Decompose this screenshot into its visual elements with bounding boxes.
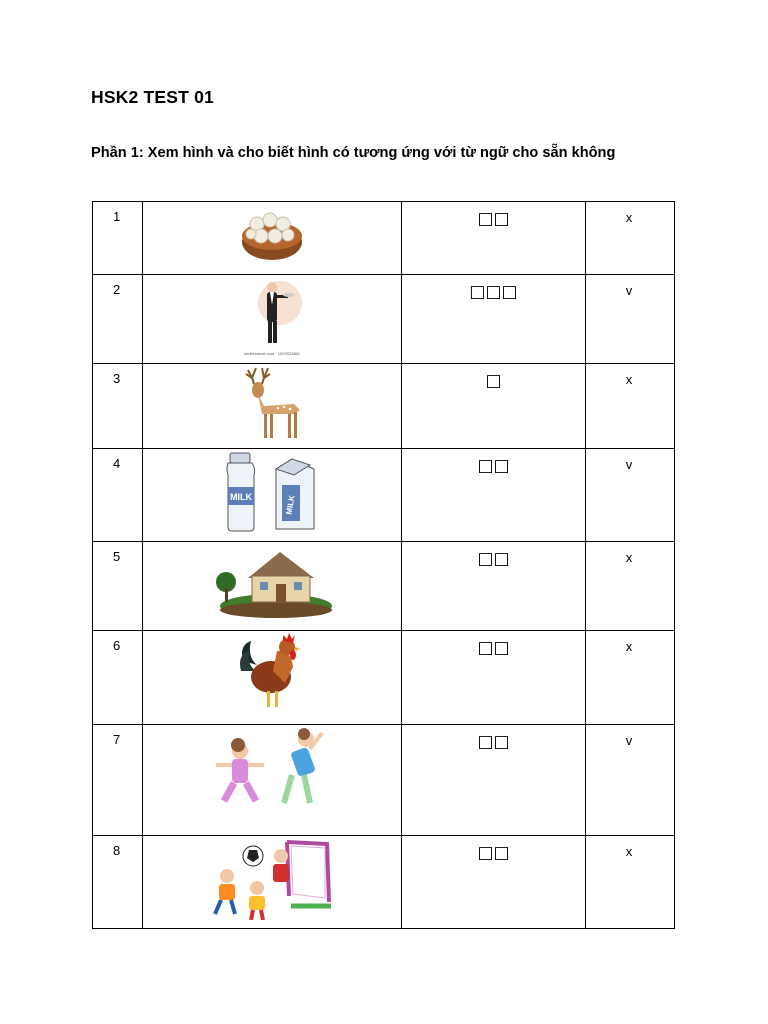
row-number: 2 — [93, 275, 143, 364]
table-row — [93, 364, 675, 449]
table-row — [93, 202, 675, 275]
chinese-word: □□ — [402, 631, 586, 725]
exercising-people-picture — [212, 725, 332, 815]
deer-picture — [234, 364, 310, 444]
table-row — [93, 275, 675, 364]
row-picture-cell — [143, 449, 402, 542]
answer-mark: x — [586, 631, 675, 725]
table-row — [93, 725, 675, 836]
document-title: HSK2 TEST 01 — [91, 87, 214, 107]
row-number: 5 — [93, 542, 143, 631]
waiter-picture — [234, 275, 310, 359]
carton-label: MILK — [284, 494, 297, 516]
answer-mark: v — [586, 725, 675, 836]
table-row — [93, 836, 675, 929]
table-row — [93, 631, 675, 725]
house-picture — [210, 542, 334, 622]
chinese-word: □□ — [402, 202, 586, 275]
kids-playing-soccer-picture — [207, 836, 337, 920]
row-picture-cell — [143, 542, 402, 631]
chinese-word: □□□ — [402, 275, 586, 364]
row-picture-cell — [143, 836, 402, 929]
exercise-table — [92, 201, 675, 929]
row-picture-cell — [143, 725, 402, 836]
rooster-picture — [237, 631, 307, 715]
answer-mark: v — [586, 449, 675, 542]
stock-watermark-text: shutterstock.com · 1007823861 — [243, 351, 301, 356]
table-row — [93, 542, 675, 631]
bottle-label: MILK — [230, 492, 252, 502]
steamed-buns-basket-picture — [237, 202, 307, 264]
chinese-word: □□ — [402, 725, 586, 836]
row-number: 1 — [93, 202, 143, 275]
chinese-word: □□ — [402, 449, 586, 542]
answer-mark: x — [586, 364, 675, 449]
row-number: 3 — [93, 364, 143, 449]
row-number: 6 — [93, 631, 143, 725]
answer-mark: x — [586, 542, 675, 631]
answer-mark: x — [586, 836, 675, 929]
section-heading: Phần 1: Xem hình và cho biết hình có tương ứng với từ ngữ cho sẵn không — [91, 145, 616, 161]
row-picture-cell — [143, 364, 402, 449]
milk-bottle-and-carton-picture — [222, 449, 322, 533]
answer-mark: v — [586, 275, 675, 364]
row-number: 4 — [93, 449, 143, 542]
chinese-word: □□ — [402, 836, 586, 929]
answer-mark: x — [586, 202, 675, 275]
row-number: 8 — [93, 836, 143, 929]
row-picture-cell — [143, 631, 402, 725]
row-number: 7 — [93, 725, 143, 836]
row-picture-cell — [143, 275, 402, 364]
table-row — [93, 449, 675, 542]
row-picture-cell — [143, 202, 402, 275]
chinese-word: □ — [402, 364, 586, 449]
chinese-word: □□ — [402, 542, 586, 631]
